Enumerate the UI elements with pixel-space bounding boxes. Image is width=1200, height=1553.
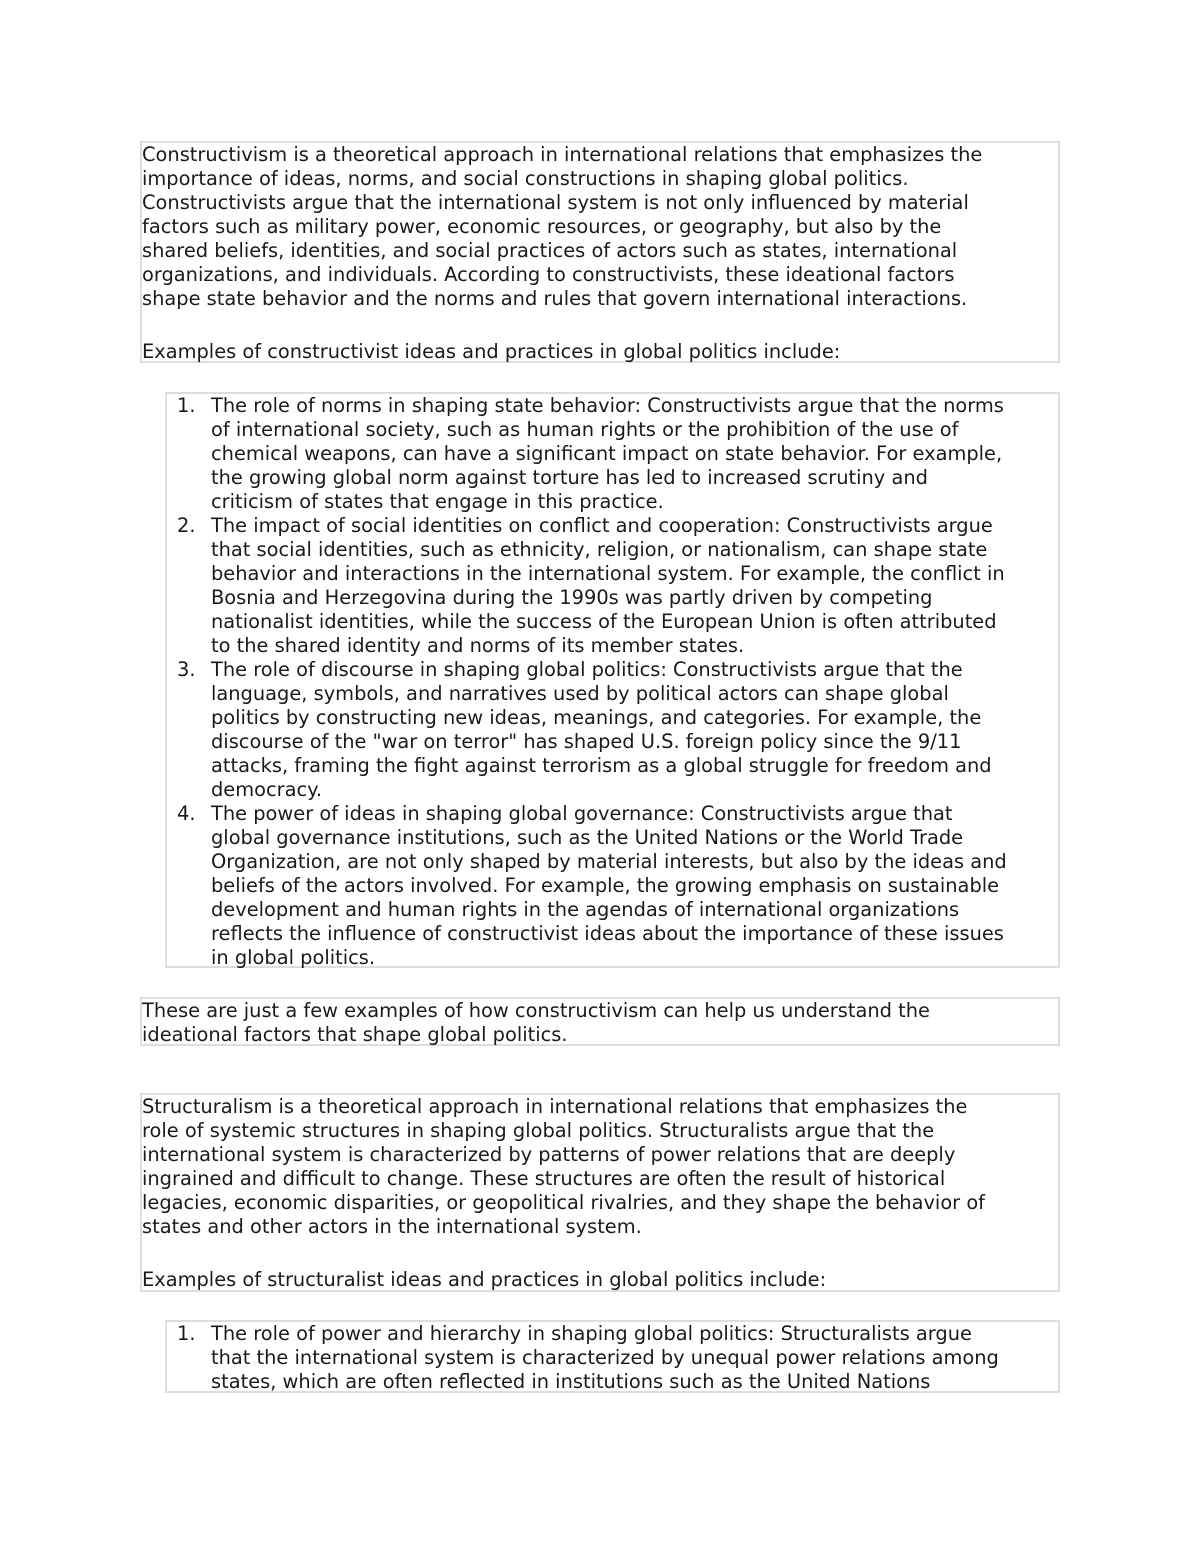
list-number: 3. bbox=[177, 658, 196, 681]
list-item-text: The role of norms in shaping state behavior: Constructivists argue that the norms of international society, such as human rights or the prohibition of the use of chemical weapons, can have a significant impact on state behavior. For example, the growing global norm against torture has led to increased scrutiny and criticism of states that engage in this practice. bbox=[211, 394, 1004, 513]
structuralism-examples-heading: Examples of structuralist ideas and practices in global politics include: bbox=[142, 1268, 827, 1291]
list-number: 1. bbox=[177, 1322, 196, 1345]
constructivism-intro-paragraph: Constructivism is a theoretical approach in international relations that emphasizes the importance of ideas, norms, and social constructions in shaping global politics. Constructivists argue that the international system is not only influenced by material factors such as military power, economic resources, or geography, but also by the shared beliefs, identities, and social practices of actors such as states, international organizations, and individuals. According to constructivists, these ideational factors shape state behavior and the norms and rules that govern international interactions. bbox=[142, 143, 983, 310]
list-item-text: The power of ideas in shaping global governance: Constructivists argue that global governance institutions, such as the United Nations or the World Trade Organization, are not only shaped by material interests, but also by the ideas and beliefs of the actors involved. For example, the growing emphasis on sustainable development and human rights in the agendas of international organizations reflects the influence of constructivist ideas about the importance of these issues in global politics. bbox=[211, 802, 1007, 969]
list-item-text: The impact of social identities on conflict and cooperation: Constructivists argue that social identities, such as ethnicity, religion, or nationalism, can shape state behavior and interactions in the international system. For example, the conflict in Bosnia and Herzegovina during the 1990s was partly driven by competing nationalist identities, while the success of the European Union is often attributed to the shared identity and norms of its member states. bbox=[211, 514, 1005, 657]
constructivism-intro-block bbox=[140, 141, 1060, 363]
constructivism-examples-list bbox=[165, 392, 1060, 968]
list-item-text: The role of discourse in shaping global politics: Constructivists argue that the language, symbols, and narratives used by political actors can shape global politics by constructing new ideas, meanings, and categories. For example, the discourse of the "war on terror" has shaped U.S. foreign policy since the 9/11 attacks, framing the fight against terrorism as a global struggle for freedom and democracy. bbox=[211, 658, 992, 801]
constructivism-examples-heading: Examples of constructivist ideas and practices in global politics include: bbox=[142, 340, 841, 363]
structuralism-intro-paragraph: Structuralism is a theoretical approach in international relations that emphasizes the role of systemic structures in shaping global politics. Structuralists argue that the international system is characterized by patterns of power relations that are deeply ingrained and difficult to change. These structures are often the result of historical legacies, economic disparities, or geopolitical rivalries, and they shape the behavior of states and other actors in the international system. bbox=[142, 1095, 986, 1238]
structuralism-examples-list bbox=[165, 1320, 1060, 1393]
list-number: 1. bbox=[177, 394, 196, 417]
list-number: 2. bbox=[177, 514, 196, 537]
list-number: 4. bbox=[177, 802, 196, 825]
constructivism-conclusion-block bbox=[140, 997, 1060, 1046]
constructivism-conclusion: These are just a few examples of how constructivism can help us understand the ideational factors that shape global politics. bbox=[142, 999, 930, 1046]
structuralism-intro-block bbox=[140, 1093, 1060, 1292]
list-item-text: The role of power and hierarchy in shaping global politics: Structuralists argue that the international system is characterized by unequal power relations among states, which are often reflected in institutions such as the United Nations bbox=[211, 1322, 999, 1393]
